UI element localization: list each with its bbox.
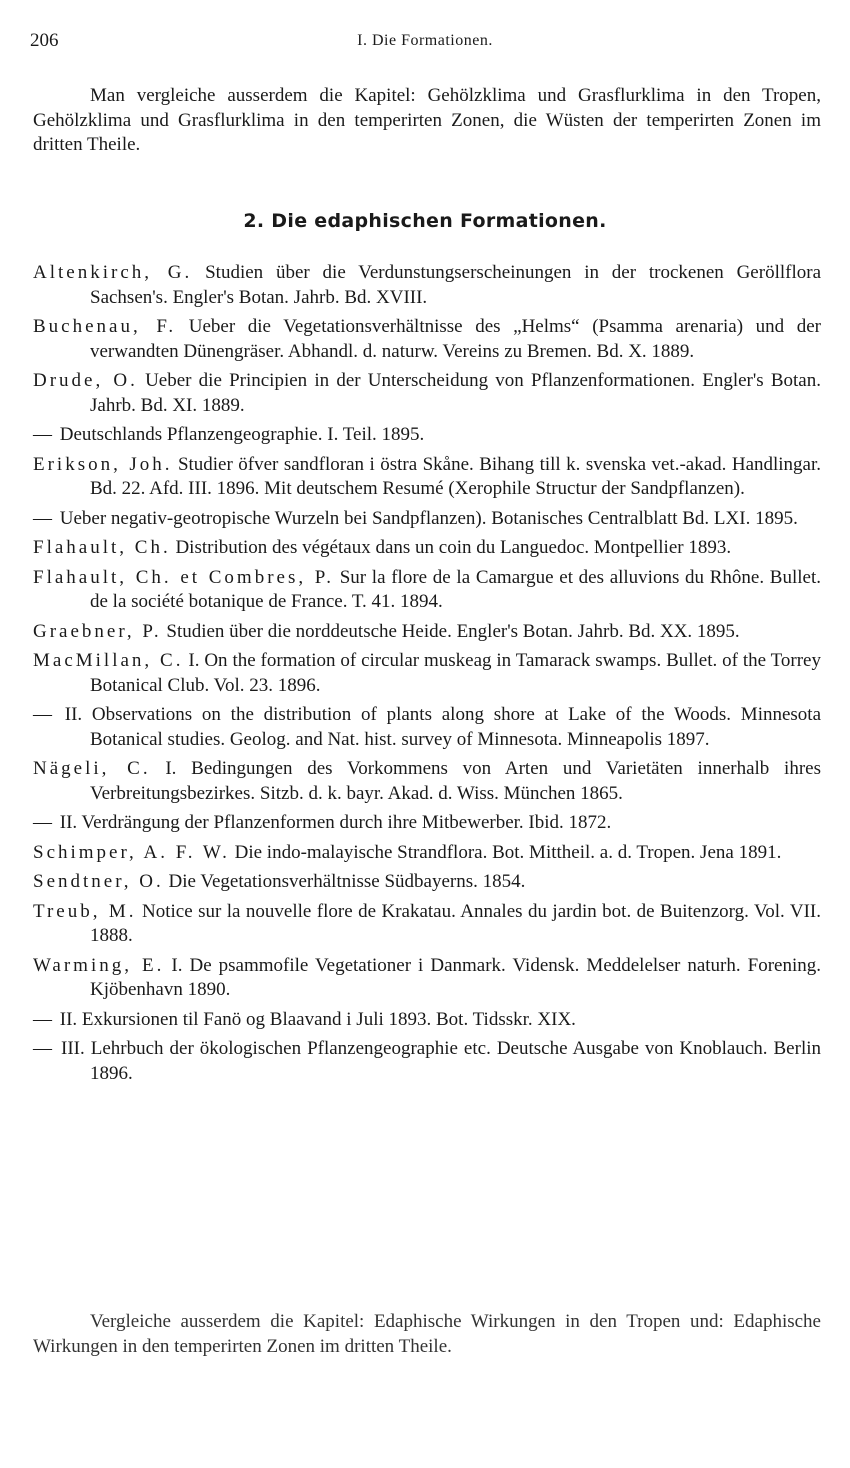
reference-author: — [33, 704, 55, 725]
reference-entry [33, 261, 821, 310]
reference-text: I. De psammofile Vegetationer i Danmark. Vidensk. Meddelelser naturh. Forening. Kjöbenhavn 1890. [90, 954, 822, 1000]
reference-author: Warming, E. [33, 954, 165, 976]
reference-text: I. Bedingungen des Vorkommens von Arten und Varietäten innerhalb ihres Verbreitungsbezirkes. Sitzb. d. k. bayr. Akad. d. Wiss. München 1865. [90, 758, 821, 804]
reference-text: Studien über die Verdunstungserscheinungen in der trockenen Geröllflora Sachsen's. Engler's Botan. Jahrb. Bd. XVIII. [90, 262, 821, 308]
reference-author: Treub, M. [33, 900, 137, 922]
reference-text: Deutschlands Pflanzengeographie. I. Teil. 1895. [59, 424, 425, 445]
reference-author: Flahault, Ch. [33, 537, 171, 558]
intro-paragraph-block [33, 84, 821, 158]
reference-entry [33, 649, 821, 698]
reference-text: Notice sur la nouvelle flore de Krakatau. Annales du jardin bot. de Buitenzorg. Vol. VII. 1888. [90, 900, 822, 946]
reference-text: Studier öfver sandfloran i östra Skåne. Bihang till k. svenska vet.-akad. Handlingar. Bd. 22. Afd. III. 1896. Mit deutschem Resumé (Xerophile Structur der Sandpflanzen). [90, 453, 822, 499]
page-number: 206 [30, 30, 59, 51]
reference-text: I. On the formation of circular muskeag in Tamarack swamps. Bullet. of the Torrey Botanical Club. Vol. 23. 1896. [90, 650, 821, 696]
reference-author: Erikson, Joh. [33, 453, 173, 475]
reference-entry [33, 620, 821, 645]
reference-text: II. Observations on the distribution of plants along shore at Lake of the Woods. Minnesota Botanical studies. Geolog. and Nat. hist. survey of Minnesota. Minneapolis 1897. [64, 704, 822, 750]
reference-entry [33, 703, 821, 752]
reference-author: — [33, 1038, 55, 1059]
reference-entry [33, 900, 821, 949]
reference-text: Sur la flore de la Camargue et des alluvions du Rhône. Bullet. de la société botanique de France. T. 41. 1894. [90, 566, 821, 612]
running-head: I. Die Formationen. [357, 32, 493, 49]
reference-entry [33, 1037, 821, 1086]
outro-paragraph: Vergleiche ausserdem die Kapitel: Edaphische Wirkungen in den Tropen und: Edaphische Wirkungen in den temperirten Zonen im dritten Theile. [33, 1311, 821, 1357]
reference-author: Flahault, Ch. et Combres, P. [33, 566, 335, 588]
reference-text: Distribution des végétaux dans un coin du Languedoc. Montpellier 1893. [175, 537, 732, 558]
reference-entry [33, 566, 821, 615]
reference-entry [33, 536, 821, 561]
reference-text: Die Vegetationsverhältnisse Südbayerns. 1854. [168, 871, 526, 892]
reference-text: Ueber negativ-geotropische Wurzeln bei Sandpflanzen). Botanisches Centralblatt Bd. LXI. 1895. [59, 507, 798, 529]
reference-text: Studien über die norddeutsche Heide. Engler's Botan. Jahrb. Bd. XX. 1895. [166, 620, 740, 642]
reference-author: — [33, 812, 55, 833]
reference-entry [33, 507, 821, 532]
intro-paragraph: Man vergleiche ausserdem die Kapitel: Gehölzklima und Grasflurklima in den Tropen, Gehölzklima und Grasflurklima in den temperirten Zonen, die Wüsten der temperirten Zonen im dritten Theile. [33, 85, 821, 155]
reference-entry [33, 954, 821, 1003]
reference-author: Nägeli, C. [33, 758, 151, 779]
reference-entry [33, 841, 821, 866]
reference-text: II. Exkursionen til Fanö og Blaavand i Juli 1893. Bot. Tidsskr. XIX. [59, 1008, 576, 1030]
reference-list [33, 261, 821, 1091]
reference-author: MacMillan, C. [33, 650, 184, 671]
reference-entry [33, 453, 821, 502]
page-header [30, 30, 820, 60]
reference-author: Schimper, A. F. W. [33, 841, 230, 863]
reference-author: — [33, 1008, 55, 1030]
reference-author: — [33, 424, 55, 445]
reference-author: Graebner, P. [33, 620, 162, 642]
reference-text: Die indo-malayische Strandflora. Bot. Mittheil. a. d. Tropen. Jena 1891. [234, 841, 782, 863]
section-heading: 2. Die edaphischen Formationen. [243, 210, 607, 232]
reference-entry [33, 1008, 821, 1033]
outro-paragraph-block [33, 1310, 821, 1359]
reference-entry [33, 315, 821, 364]
reference-entry [33, 811, 821, 836]
reference-author: Drude, O. [33, 370, 138, 391]
reference-text: II. Verdrängung der Pflanzenformen durch ihre Mitbewerber. Ibid. 1872. [59, 812, 612, 833]
reference-author: Sendtner, O. [33, 871, 164, 892]
reference-text: Ueber die Principien in der Unterscheidung von Pflanzenformationen. Engler's Botan. Jahrb. Bd. XI. 1889. [90, 370, 821, 416]
reference-entry [33, 369, 821, 418]
reference-text: Ueber die Vegetationsverhältnisse des „Helms“ (Psamma arenaria) und der verwandten Dünengräser. Abhandl. d. naturw. Vereins zu Bremen. Bd. X. 1889. [90, 316, 821, 362]
reference-author: Buchenau, F. [33, 316, 177, 337]
reference-text: III. Lehrbuch der ökologischen Pflanzengeographie etc. Deutsche Ausgabe von Knoblauch. Berlin 1896. [61, 1038, 822, 1084]
reference-author: — [33, 507, 55, 529]
reference-entry [33, 870, 821, 895]
reference-entry [33, 757, 821, 806]
reference-author: Altenkirch, G. [33, 262, 193, 283]
reference-entry [33, 423, 821, 448]
